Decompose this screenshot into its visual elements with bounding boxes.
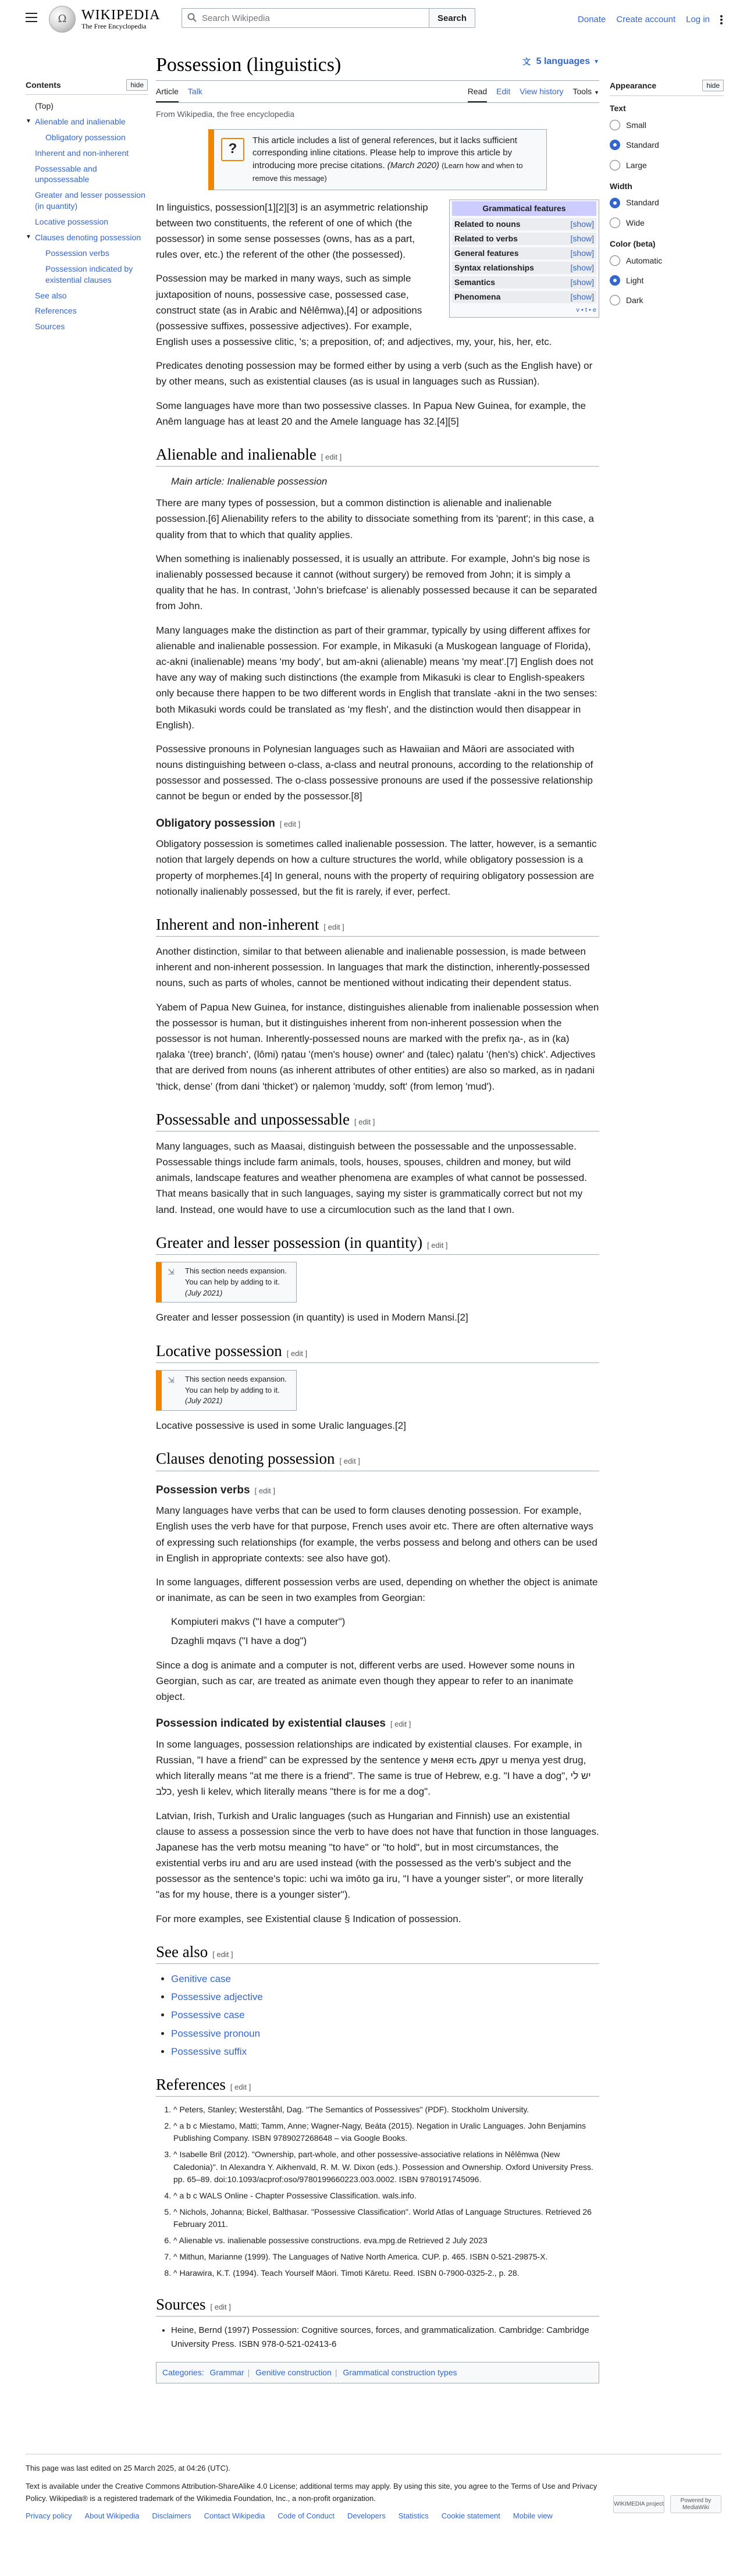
toc-item[interactable]: (Top) [35,101,54,111]
edit-link[interactable]: [ edit ] [212,1949,233,1959]
wikipedia-logo[interactable] [49,6,161,33]
edit-link[interactable]: [ edit ] [323,923,344,932]
search-form [182,8,475,28]
paragraph: In some languages, possession relationships are indicated by existential clauses. For example, in Russian, "I have a friend" can be expressed by the sentence у меня есть друг u menya yest drug, which literally means "at me there is a friend". The same is true of Hebrew, e.g. "I have a dog", יש לי כלב, yesh li kelev, which literally means "there is for me a dog". [156,1738,591,1798]
chevron-down-icon: ▼ [593,58,599,65]
paragraph: Obligatory possession is sometimes called inalienable possession. The latter, however, is a semantic notion that largely depends on how a culture structures the world, while obligatory possession is a property of morphemes.[4] In general, nouns with the property of requiring obligatory possession are notionally inalienably possessed, but the fit is rarely, if ever, perfect. [156,838,597,897]
svg-text:文: 文 [522,58,531,67]
chevron-down-icon[interactable]: ▼ [26,234,31,241]
section-heading: Inherent and non-inherent [ edit ] [156,915,599,937]
paragraph: Another distinction, similar to that between alienable and inalienable possession, is made between inherent and non-inherent possession. In languages that mark the distinction, inherently-possessed nouns, such as parts of wholes, cannot be mentioned without indicating their dependent status. [156,946,590,989]
site-header [0,0,747,38]
tab-article[interactable]: Article [156,85,179,102]
main-content [156,38,599,2383]
example-line: Dzaghli mqavs ("I have a dog") [171,1635,307,1647]
tab-talk[interactable]: Talk [187,86,202,96]
reference-item: 8. ^ Harawira, K.T. (1994). Teach Yourself Māori. Timoti Kāretu. Reed. ISBN 0-7900-0325-2., p. 28. [173,2267,599,2280]
wikimedia-badge[interactable]: WIKIMEDIA project [613,2495,664,2513]
question-mark-icon: ? [221,138,244,161]
toc-item[interactable]: See also [35,290,67,300]
category-link[interactable]: Genitive construction [255,2368,332,2378]
page-title: Possession (linguistics) 文 5 languages ▼ [156,52,599,81]
navbox-row[interactable]: Related to nouns [show] [452,218,596,230]
list-item[interactable]: • Possessive case [171,2007,599,2023]
tab-view-history[interactable]: View history [520,86,564,96]
category-link[interactable]: Grammar [209,2368,244,2378]
edit-link[interactable]: [ edit ] [279,819,301,828]
paragraph: Greater and lesser possession (in quantity) is used in Modern Mansi.[2] [156,1312,468,1323]
paragraph: Since a dog is animate and a computer is not, different verbs are used. However some nouns in Georgian, such as car, are treated as animate even though they appear to refer to an inanimate object. [156,1659,575,1703]
grammatical-features-box [449,200,599,318]
paragraph: Many languages make the distinction as part of their grammar, typically by using different affixes for alienable and inalienable possession. For example, in Mikasuki (a Muskogean language of Florida), ac-akni (inalienable) means 'my body', but am-akni (alienable) means 'my meat'.[7] English does not have any way of making such distinctions (the example from Mikasuki is clear to English-speakers only because there happen to be two different words in English that translate -akni in the two senses: both Mikasuki words could be translated as 'my flesh', and the distinction would then disappear in English). [156,624,597,731]
reference-item: 1. ^ Peters, Stanley; Westerståhl, Dag. "The Semantics of Possessives" (PDF). Stockholm University. [173,2104,599,2116]
paragraph: Predicates denoting possession may be formed either by using a verb (such as the English have) or by other means, such as existential clauses (as is usual in languages such as Russian). [156,360,593,387]
more-options-icon[interactable] [720,15,723,24]
edit-link[interactable]: [ edit ] [321,453,342,462]
table-of-contents [26,79,148,337]
section-heading: Clauses denoting possession [ edit ] [156,1449,599,1471]
color-label: Color (beta) [610,239,656,249]
navbox-footer[interactable]: v • t • e [576,306,596,314]
edit-link[interactable]: [ edit ] [354,1117,375,1126]
section-heading: Alienable and inalienable [ edit ] [156,444,599,467]
navbox-row[interactable]: Related to verbs [show] [452,233,596,245]
appearance-title: Appearance [610,81,657,90]
reference-item: 4. ^ a b c WALS Online - Chapter Possessive Classification. wals.info. [173,2190,599,2203]
section-heading: Possessable and unpossessable [ edit ] [156,1109,599,1132]
paragraph: Locative possessive is used in some Uralic languages.[2] [156,1420,406,1432]
color-automatic[interactable]: Automatic [610,254,724,267]
last-edited: This page was last edited on 25 March 2025, at 04:26 (UTC). [26,2464,230,2472]
notice-date: (March 2020) [387,161,439,171]
toc-item[interactable]: ▼ Clauses denoting possession [26,233,141,243]
globe-icon: Ω [49,6,76,33]
color-light[interactable]: Light [610,274,724,287]
navbox-row[interactable]: Semantics [show] [452,276,596,289]
edit-link[interactable]: [ edit ] [210,2303,231,2312]
language-button[interactable]: 文 5 languages ▼ [522,56,599,67]
donate-link[interactable]: Donate [578,15,606,24]
footer-link[interactable]: Statistics [398,2511,429,2521]
notice-text: This article includes a list of general references, but it lacks sufficient corresponding inline citations. Please help to improve this article by introducing more precise citations. [252,135,517,171]
footer-link[interactable]: Privacy policy [26,2511,72,2521]
toc-item[interactable]: ▼ Alienable and inalienable [26,116,126,126]
paragraph: In linguistics, possession[1][2][3] is an asymmetric relationship between two constituents, the referent of one of which (the possessor) in some sense possesses (owns, has as a part, rules over, etc.) the referent of the other (the possessed). [156,201,428,261]
navbox-title: Grammatical features [452,201,596,216]
edit-link[interactable]: [ edit ] [390,1720,411,1729]
toc-item[interactable]: References [35,306,77,316]
reference-item: 6. ^ Alienable vs. inalienable possessive constructions. eva.mpg.de Retrieved 2 July 2023 [173,2235,599,2247]
references-list [173,2104,599,2279]
color-dark[interactable]: Dark [610,294,724,307]
edit-link[interactable]: [ edit ] [427,1240,448,1250]
edit-link[interactable]: [ edit ] [254,1486,276,1495]
paragraph: Many languages, such as Maasai, distinguish between the possessable and the unpossessable. Possessable things include farm animals, tools, houses, spouses, children and money, but wild animals, landscape features and weather phenomena are examples of what cannot be possessed. That means basically that in such languages, saying my sister is grammatically correct but not my land. Instead, one would have to use a circumlocution such as the land that I own. [156,1140,587,1215]
edit-link[interactable]: [ edit ] [339,1457,360,1466]
text-size-standard[interactable]: Standard [610,138,724,151]
categories-label[interactable]: Categories: [162,2368,204,2378]
tab-edit[interactable]: Edit [496,86,511,96]
section-heading: Locative possession [ edit ] [156,1341,599,1363]
expansion-notice: ⇲ This section needs expansion. You can help by adding to it. (July 2021) [156,1370,297,1411]
footer-link[interactable]: Code of Conduct [278,2511,335,2521]
subsection-heading: Possession indicated by existential clauses [ edit ] [156,1717,411,1730]
see-also-list [171,1971,599,2059]
paragraph: Possession may be marked in many ways, such as simple juxtaposition of nouns, possessive case, possessed case, construct state (as in Arabic and Nêlêmwa),[4] or adpositions (possessive suffixes, possessive adjectives). For example, English uses a possessive clitic, 's; a preposition, of; and adjectives, my, your, his, her, etc. [156,273,552,348]
toc-item[interactable]: Possession indicated by existential clauses [45,264,133,284]
section-heading: Sources [ edit ] [156,2294,599,2317]
category-links: Categories: Grammar | Genitive construction | Grammatical construction types [156,2362,599,2383]
page-tabs [156,81,599,103]
navbox-row[interactable]: Phenomena [show] [452,291,596,303]
tab-tools[interactable]: Tools ▼ [572,86,599,96]
search-input[interactable] [182,8,429,28]
paragraph: For more examples, see Existential clause § Indication of possession. [156,1913,461,1924]
toc-item[interactable]: Locative possession [35,217,109,227]
page-footer [26,2454,721,2522]
wordmark-title: WIKIPEDIA [81,8,161,23]
chevron-down-icon[interactable]: ▼ [26,118,31,124]
translate-icon [522,56,533,67]
search-button[interactable]: Search [429,8,475,28]
footer-link[interactable]: Disclaimers [152,2511,191,2521]
text-size-large[interactable]: Large [610,159,724,172]
subsection-heading: Obligatory possession [ edit ] [156,817,301,830]
expand-icon: ⇲ [168,1375,175,1385]
reference-item: 3. ^ Isabelle Bril (2012). "Ownership, part-whole, and other possessive-associative relations in Nêlêmwa (New Caledonia)". In Alexandra Y. Aikhenvald, R. M. W. Dixon (eds.). Possession and Ownership. Oxford University Press. pp. 65–89. doi:10.1093/acprof:oso/9780199660223.003.0002. ISBN 9780191745096. [173,2148,599,2186]
footer-link[interactable]: About Wikipedia [84,2511,140,2521]
tab-read[interactable]: Read [468,85,487,102]
hatnote[interactable]: Main article: Inalienable possession [171,476,328,488]
paragraph: Latvian, Irish, Turkish and Uralic languages (such as Hungarian and Finnish) use an existential clause to assess a possession since the verb to have does not have that function in those languages. Japanese has the verb motsu meaning "to have" or "to hold", but in most circumstances, the existential verbs iru and aru are used instead (with the possessed as the verb's subject and the possessor as the sentence's topic: uchi wa imōto ga iru, "I have a younger sister", or more literally "as for my house, there is a younger sister"). [156,1810,599,1901]
create-account-link[interactable]: Create account [616,15,676,24]
search-icon [187,13,197,22]
chevron-down-icon: ▼ [594,89,599,95]
text-size-label: Text [610,104,626,113]
width-wide[interactable]: Wide [610,216,724,229]
expansion-notice: ⇲ This section needs expansion. You can help by adding to it. (July 2021) [156,1262,297,1303]
section-heading: See also [ edit ] [156,1942,599,1964]
citation-notice [208,129,547,190]
navbox-row[interactable]: General features [show] [452,247,596,259]
expand-icon: ⇲ [168,1266,175,1276]
list-item[interactable]: • Possessive pronoun [171,2026,599,2041]
navbox-row[interactable]: Syntax relationships [show] [452,262,596,274]
appearance-panel [610,79,724,315]
toc-item[interactable]: Obligatory possession [45,132,126,142]
list-item[interactable]: • Genitive case [171,1971,599,1987]
toc-hide-button[interactable]: hide [126,79,148,91]
log-in-link[interactable]: Log in [686,15,710,24]
paragraph: In some languages, different possession verbs are used, depending on whether the object is animate or inanimate, as can be seen in two examples from Georgian: [156,1576,598,1604]
width-label: Width [610,181,632,191]
footer-link[interactable]: Cookie statement [441,2511,500,2521]
main-menu-icon[interactable] [26,13,37,22]
toc-item[interactable]: Possession verbs [45,248,109,258]
reference-item: 5. ^ Nichols, Johanna; Bickel, Balthasar. "Possessive Classification". World Atlas of Language Structures. Retrieved 26 February 2011. [173,2206,599,2231]
paragraph: Some languages have more than two possessive classes. In Papua New Guinea, for example, the Anêm language has at least 20 and the Amele language has 32.[4][5] [156,400,586,427]
user-links [578,13,723,27]
toc-item[interactable]: Possessable and unpossessable [35,163,97,184]
section-heading: References [ edit ] [156,2075,599,2097]
footer-link[interactable]: Developers [347,2511,386,2521]
mediawiki-badge[interactable]: Powered by MediaWiki [670,2495,721,2513]
footer-link[interactable]: Mobile view [513,2511,553,2521]
appearance-hide-button[interactable]: hide [702,80,724,91]
toc-item[interactable]: Inherent and non-inherent [35,148,129,158]
category-link[interactable]: Grammatical construction types [343,2368,457,2378]
paragraph: Many languages have verbs that can be used to form clauses denoting possession. For example, English uses the verb have for that purpose, French uses avoir etc. There are often alternative ways of expressing such relationships (for example, the verbs possess and belong and others can be used in English in appropriate contexts: see also have got). [156,1505,597,1564]
width-standard[interactable]: Standard [610,196,724,209]
wordmark-tagline: The Free Encyclopedia [81,22,147,30]
list-item[interactable]: • Possessive adjective [171,1989,599,2005]
paragraph: Yabem of Papua New Guinea, for instance, distinguishes alienable from inalienable possession when the possessor is human, but it distinguishes inherent from non-inherent possession when the possessor is not human. Inherently-possessed nouns are marked with the prefix ŋa-, as in (ka) ŋalaka '(tree) branch', (lômi) ŋatau '(men's house) owner' and (talec) ŋalatu '(hen's) chick'. Adjectives that are derived from nouns (as inherent attributes of other entities) are also so marked, as in ŋadani 'thick, dense' (from dani 'thicket') or ŋalemoŋ 'muddy, soft' (from lemoŋ 'mud'). [156,1001,599,1092]
subsection-heading: Possession verbs [ edit ] [156,1483,276,1496]
sources-list [171,2324,599,2351]
paragraph: Possessive pronouns in Polynesian languages such as Hawaiian and Māori are associated with nouns distinguishing between o-class, a-class and neutral pronouns, according to the relationship of possessor and possessed. The o-class possessive pronouns are used if the possessive relationship cannot be begun or ended by the possessor.[8] [156,743,593,802]
toc-title: Contents [26,80,61,90]
tagline: From Wikipedia, the free encyclopedia [156,109,295,119]
edit-link[interactable]: [ edit ] [230,2082,251,2091]
reference-item: 2. ^ a b c Miestamo, Matti; Tamm, Anne; Wagner-Nagy, Beáta (2015). Negation in Uralic Languages. John Benjamins Publishing Company. ISBN 9789027268648 – via Google Books. [173,2120,599,2145]
example-line: Kompiuteri makvs ("I have a computer") [171,1616,346,1628]
footer-link[interactable]: Contact Wikipedia [204,2511,265,2521]
license-text: Text is available under the Creative Commons Attribution-ShareAlike 4.0 License; additional terms may apply. By using this site, you agree to the Terms of Use and Privacy Policy. Wikipedia® is a registered trademark of the Wikimedia Foundation, Inc., a non-profit organization. [26,2481,597,2503]
section-heading: Greater and lesser possession (in quantity) [ edit ] [156,1233,599,1255]
notice-remove-link[interactable]: (Learn how and when to remove this message) [252,161,523,183]
list-item[interactable]: • Possessive suffix [171,2044,599,2059]
edit-link[interactable]: [ edit ] [286,1349,308,1358]
paragraph: When something is inalienably possessed, it is usually an attribute. For example, John's big nose is inalienably possessed because it cannot (without surgery) be removed from John; it is simply a quality that he has. In contrast, 'John's briefcase' is alienably possessed because it can be separated from John. [156,553,597,612]
paragraph: There are many types of possession, but a common distinction is alienable and inalienable possession.[6] Alienability refers to the ability to dissociate something from its 'parent'; in this case, a quality from that to which that quality applies. [156,497,594,540]
source-item: • Heine, Bernd (1997) Possession: Cognitive sources, forces, and grammaticalization. Cambridge: Cambridge University Press. ISBN 978-0-521-02413-6 [171,2324,599,2351]
toc-item[interactable]: Sources [35,322,65,332]
toc-item[interactable]: Greater and lesser possession (in quantity) [35,190,145,211]
reference-item: 7. ^ Mithun, Marianne (1999). The Languages of Native North America. CUP. p. 465. ISBN 0-521-29875-X. [173,2251,599,2264]
text-size-small[interactable]: Small [610,119,724,131]
